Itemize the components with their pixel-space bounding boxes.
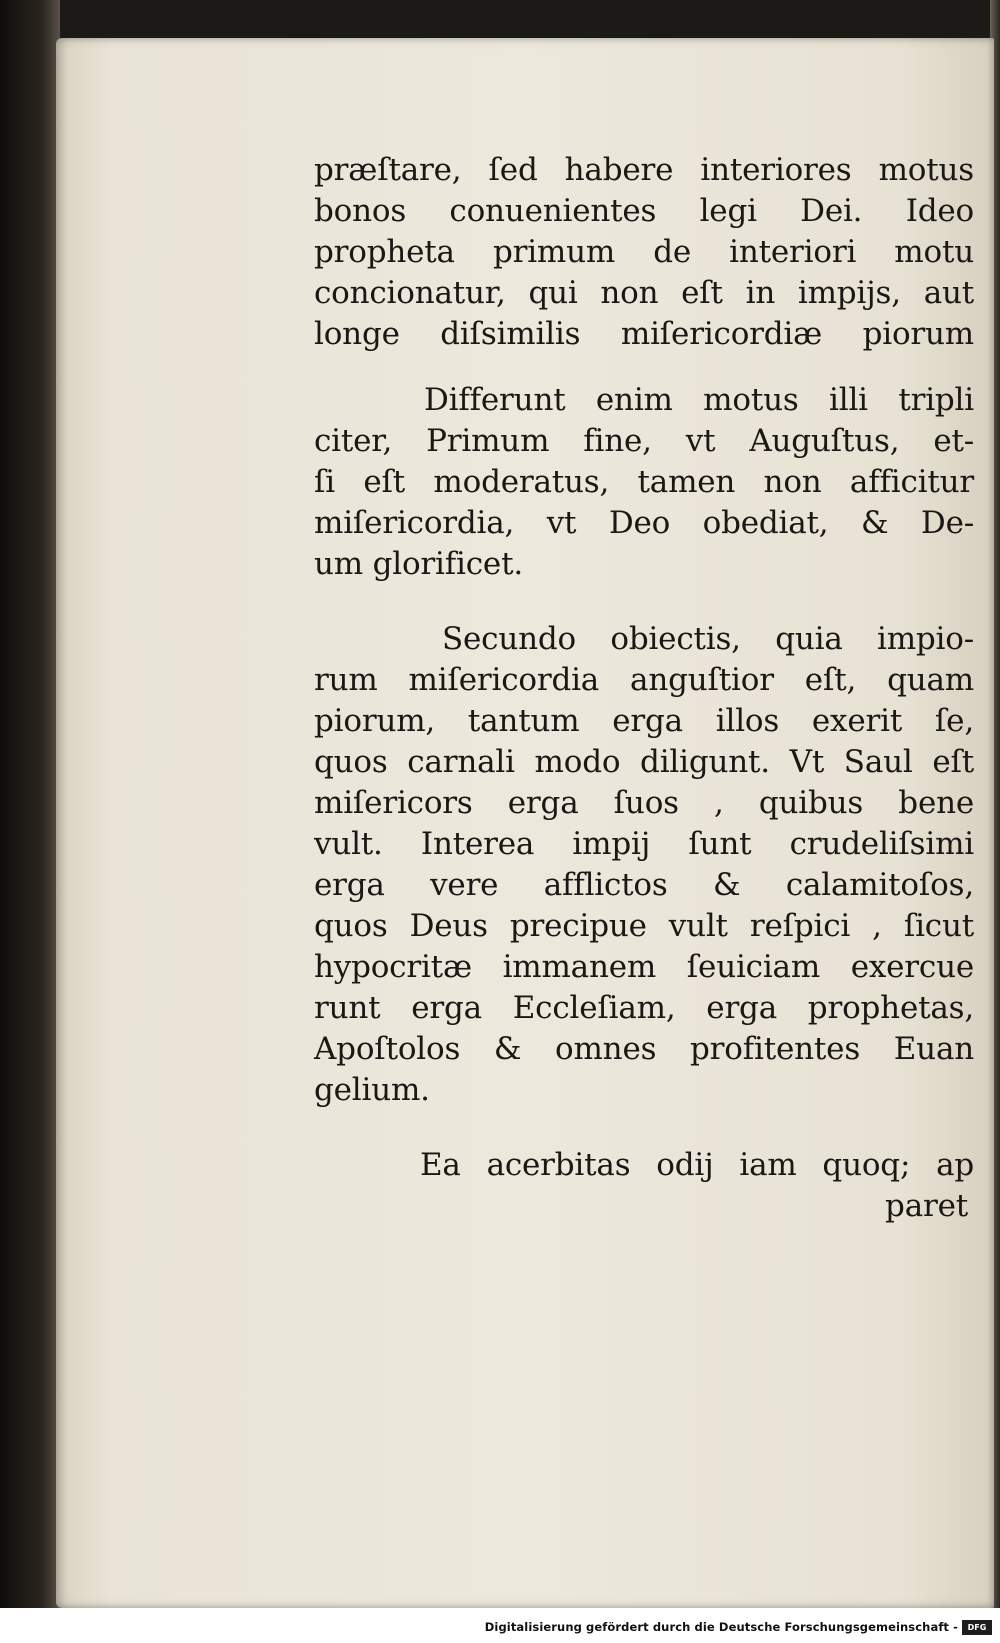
text-line: runt erga Eccleſiam, erga prophetas, <box>314 990 974 1026</box>
digitization-credit: Digitalisierung gefördert durch die Deutsche Forschungsgemeinschaft - <box>484 1620 958 1634</box>
paragraph-4 <box>314 1145 974 1227</box>
text-line: longe diſsimilis miſericordiæ piorum <box>314 316 974 352</box>
text-line: citer, Primum fine, vt Auguſtus, et- <box>314 423 974 459</box>
text-line: rum miſericordia anguſtior eſt, quam <box>314 662 974 698</box>
text-line: Secundo obiectis, quia impio- <box>442 621 974 657</box>
text-line: quos Deus precipue vult reſpici , ſicut <box>314 908 974 944</box>
paragraph-3 <box>314 619 974 1111</box>
page-text <box>314 150 974 1227</box>
text-line: ſi eſt moderatus, tamen non afficitur <box>314 464 974 500</box>
text-line: hypocritæ immanem ſeuiciam exercue <box>314 949 974 985</box>
paragraph-1 <box>314 150 974 355</box>
text-line: bonos conuenientes legi Dei. Ideo <box>314 193 974 229</box>
text-line: concionatur, qui non eſt in impijs, aut <box>314 275 974 311</box>
text-line: erga vere afflictos & calamitoſos, <box>314 867 974 903</box>
text-line: gelium. <box>314 1072 430 1108</box>
text-line: Differunt enim motus illi tripli <box>424 382 974 418</box>
text-line: præſtare, ſed habere interiores motus <box>314 152 974 188</box>
book-spine-edge <box>0 0 60 1643</box>
text-line: Ea acerbitas odij iam quoq; ap <box>420 1147 974 1183</box>
text-line: miſericordia, vt Deo obediat, & De- <box>314 505 974 541</box>
text-line: miſericors erga ſuos , quibus bene <box>314 785 974 821</box>
book-page <box>56 38 994 1608</box>
paragraph-spacer <box>314 355 974 380</box>
text-line: vult. Interea impij ſunt crudeliſsimi <box>314 826 974 862</box>
text-line: um glorificet. <box>314 546 523 582</box>
paragraph-spacer <box>314 1111 974 1145</box>
text-line: Apoſtolos & omnes profitentes Euan <box>314 1031 974 1067</box>
paragraph-2 <box>314 380 974 585</box>
text-line: piorum, tantum erga illos exerit ſe, <box>314 703 974 739</box>
text-line: quos carnali modo diligunt. Vt Saul eſt <box>314 744 974 780</box>
catchword: paret <box>885 1188 968 1224</box>
text-line: propheta primum de interiori motu <box>314 234 974 270</box>
dfg-logo: DFG <box>962 1620 992 1635</box>
paragraph-spacer <box>314 585 974 619</box>
